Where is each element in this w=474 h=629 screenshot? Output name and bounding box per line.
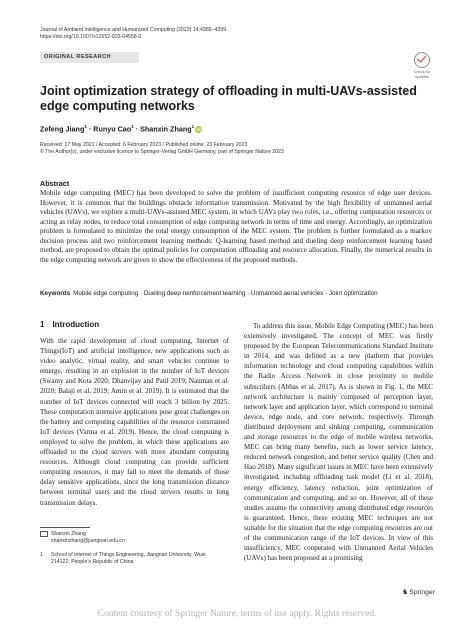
corresponding-author-footnote	[40, 531, 125, 545]
keywords-label: Keywords	[40, 290, 71, 297]
publication-dates	[40, 142, 284, 156]
body-column-left	[40, 336, 229, 508]
publisher-name: Springer	[409, 589, 435, 596]
keywords	[40, 290, 432, 298]
author-name[interactable]: Zefeng Jiang	[40, 124, 85, 134]
springer-horse-icon: ♞	[402, 589, 409, 596]
paper-title: Joint optimization strategy of offloading in multi-UAVs-assisted edge computing networks	[40, 84, 417, 113]
doi-link[interactable]: https://doi.org/10.1007/s12652-023-04558-0	[40, 34, 142, 40]
author-list: Zefeng Jiang$^1$ · Runyu Cao$^1$ · Shanxin Zhang$^1$iD	[40, 124, 201, 134]
paragraph: With the rapid development of cloud computing, Internet of Things(IoT) and artificial intelligence, new applications such as video analytic, virtual reality, and smart vehicles continue to emerge, resulting in an explosion in the number of IoT devices (Swamy and Kota 2020; Dhanvijay and Patil 2019; Nauman et al. 2020; Balaji et al. 2019; Amin et al. 2019). It is estimated that the number of IoT devices connected will reach 3 billion by 2025. These computation intensive applications pose great challenges on the battery and computing capabilities of the resource constrained IoT devices (Varma et al. 2019). Hence, the cloud computing is employed to solve the problem, in which these applications are offloaded to the cloud servers with more abundant computing resources. Although cloud computing can provide sufficient computing resources, it may fail to meet the demands of those delay sensitive applications, since the long transmission distance between terminal users and the cloud servers results in long transmission delays.	[40, 337, 229, 507]
check-updates-label: Check for updates	[413, 69, 431, 79]
footnote-divider	[40, 527, 90, 528]
affiliation-footnote	[40, 552, 210, 566]
affiliation-text: School of Internet of Things Engineering, Jiangnan University, Wuxi 214122, People’s Republic of China	[51, 552, 206, 565]
affiliation-mark: 1	[40, 552, 43, 558]
body-column-right	[244, 321, 433, 563]
section-title: Introduction	[52, 320, 100, 329]
article-type-badge: ORIGINAL RESEARCH	[40, 52, 139, 63]
keywords-list: Mobile edge computing · Dueling deep reinforcement learning · Unmanned aerial vehicles · Joint optimization	[73, 290, 378, 297]
author-affil-mark: 1	[131, 124, 134, 129]
publisher-logo	[402, 588, 435, 597]
envelope-icon	[40, 531, 48, 537]
abstract-text: Mobile edge computing (MEC) has been developed to solve the problem of insufficient computing resource of edge user devices. However, it is common that the buildings obstacle information transmission. Motivated by the high flexibility of unmanned aerial vehicles (UAVs), we explore a multi-UAVs-assisted MEC system, in which UAVs play two roles, i.e., offering computation resources or acting as relay nodes, to reduce total consumption of edge computing network in terms of time and energy. Accordingly, an optimization problem is formulated to minimize the total energy consumption of the MEC system. The problem is further formulated as a markov decision process and two reinforcement learning methods: Q-learning based method and dueling deep reinforcement learning based method, are proposed to obtain the optimal policies for computation offloading and resource allocation. Finally, the numerical results in the edge computing network are given to show the effectiveness of the proposed methods.	[40, 189, 432, 264]
corresponding-email[interactable]: shanxinzhang@jiangnan.edu.cn	[51, 538, 125, 544]
journal-citation: Journal of Ambient Intelligence and Humanized Computing (2023) 14:4385–4399	[40, 27, 227, 33]
abstract-heading: Abstract	[40, 179, 70, 188]
author-name[interactable]: Runyu Cao	[93, 124, 132, 134]
author-affil-mark: 1	[191, 124, 195, 129]
section-number: 1	[40, 320, 45, 329]
section-heading	[40, 320, 107, 329]
check-updates-icon	[414, 52, 430, 68]
author-affil-mark: 1	[84, 124, 87, 129]
courtesy-watermark: Content courtesy of Springer Nature, terms of use apply. Rights reserved.	[97, 609, 377, 619]
orcid-icon[interactable]: iD	[196, 127, 201, 133]
check-for-updates[interactable]	[408, 52, 436, 79]
author-name[interactable]: Shanxin Zhang	[140, 124, 192, 134]
journal-header	[40, 27, 226, 41]
paragraph: To address this issue, Mobile Edge Computing (MEC) has been extensively investigated. The concept of MEC was firstly proposed by the European Telecommunications Standard Institute in 2014, and was defined as a new platform that provides information technology and cloud computing capabilities within the Radio Access Network in close proximity to mobile subscribers (Abbas et al. 2017). As is shown in Fig. 1, the MEC network architecture is mainly composed of perception layer, network layer and application layer, which correspond to terminal device, edge node, and core network, respectively. Through distributed deployment and sinking computing, communication and storage resources to the edge of mobile wireless networks, MEC can bring many benefits, such as lower service latency, reduced network congestion, and better service quality (Chen and Hao 2018). Many significant issues in MEC have been extensively investigated, including offloading task model (Li et al. 2018), energy efficiency, latency reduction, joint optimization of communication and computing, and so on. However, all of these studies assume the connectivity among distributed edge resources is guaranteed. Hence, these existing MEC techniques are not suitable for the situation that the edge computing resources are out of the communication range of the IoT devices. In view of this insufficiency, MEC cooperated with Unmanned Aerial Vehicles (UAVs) has been proposed as a promising	[244, 322, 433, 563]
corresponding-name: Shanxin Zhang	[51, 531, 86, 537]
copyright-line: © The Author(s), under exclusive licence to Springer-Verlag GmbH Germany, part of Springer Nature 2023	[40, 149, 284, 155]
history-dates: Received: 17 May 2021 / Accepted: 6 February 2023 / Published online: 23 February 2023	[40, 142, 248, 148]
